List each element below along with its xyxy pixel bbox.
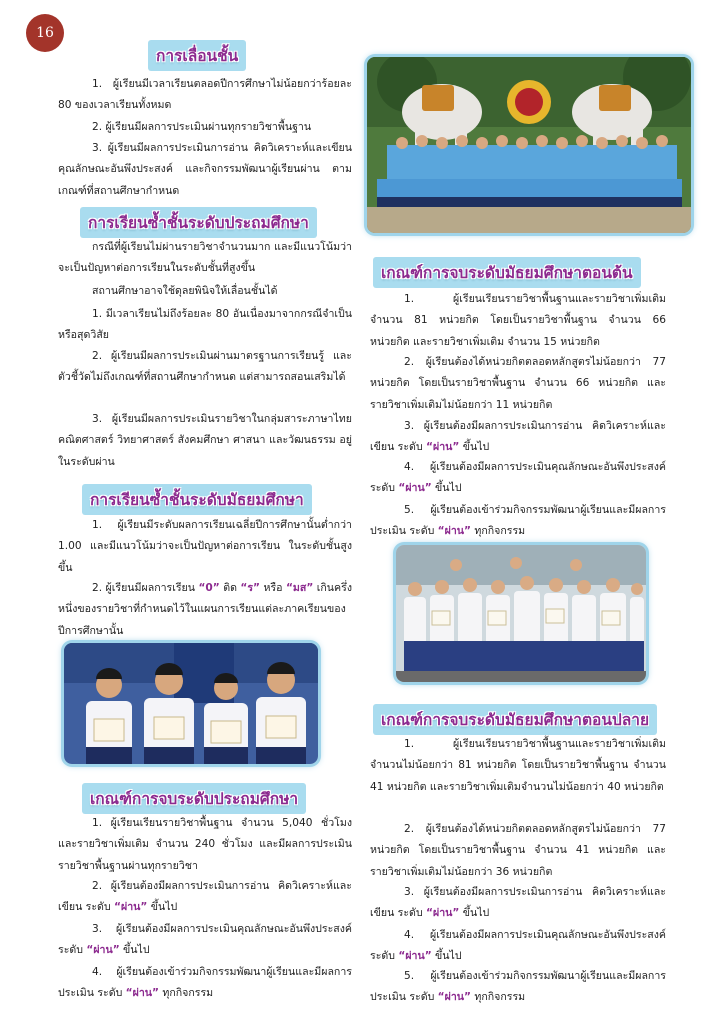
repeat-primary-intro: กรณีที่ผู้เรียนไม่ผ่านรายวิชาจำนวนมาก และมีแนวโน้มว่าจะเป็นปัญหาต่อการเรียนในระดับชั้นที่สูงขึ้น: [58, 241, 352, 275]
upper-sec-item-5: 5. ผู้เรียนต้องเข้าร่วมกิจกรรมพัฒนาผู้เรียนและมีผลการประเมิน ระดับ “ผ่าน” ทุกกิจกรรม: [370, 970, 666, 1004]
heading-repeat-primary: การเรียนซ้ำชั้นระดับประถมศึกษา: [80, 207, 317, 238]
lower-sec-item-4: 4. ผู้เรียนต้องมีผลการประเมินคุณลักษณะอันพึงประสงค์ ระดับ “ผ่าน” ขึ้นไป: [370, 461, 666, 495]
repeat-primary-item-2: 2. ผู้เรียนมีผลการประเมินผ่านมาตรฐานการเรียนรู้ และตัวชี้วัดไม่ถึงเกณฑ์ที่สถานศึกษากำหนด แต่สามารถสอนเสริมได้: [58, 350, 352, 384]
primary-grad-item-3: 3. ผู้เรียนต้องมีผลการประเมินคุณลักษณะอันพึงประสงค์ ระดับ “ผ่าน” ขึ้นไป: [58, 923, 352, 957]
repeat-primary-item-3: 3. ผู้เรียนมีผลการประเมินรายวิชาในกลุ่มสาระภาษาไทย คณิตศาสตร์ วิทยาศาสตร์ สังคมศึกษา ศาสนา และวัฒนธรรม อยู่ในระดับผ่าน: [58, 413, 352, 468]
upper-sec-item-4: 4. ผู้เรียนต้องมีผลการประเมินคุณลักษณะอันพึงประสงค์ ระดับ “ผ่าน” ขึ้นไป: [370, 929, 666, 963]
grade-zero: “0”: [198, 582, 220, 594]
primary-grad-item-2: 2. ผู้เรียนต้องมีผลการประเมินการอ่าน คิดวิเคราะห์และเขียน ระดับ “ผ่าน” ขึ้นไป: [58, 880, 352, 914]
promotion-item-2: 2. ผู้เรียนมีผลการประเมินผ่านทุกรายวิชาพื้นฐาน: [92, 121, 312, 133]
promotion-item-3: 3. ผู้เรียนมีผลการประเมินการอ่าน คิดวิเคราะห์และเขียน คุณลักษณะอันพึงประสงค์ และกิจกรรมพัฒนาผู้เรียนผ่าน ตามเกณฑ์ที่สถานศึกษากำหนด: [58, 142, 352, 197]
heading-promotion: การเลื่อนชั้น: [148, 40, 246, 71]
lower-sec-item-5: 5. ผู้เรียนต้องเข้าร่วมกิจกรรมพัฒนาผู้เรียนและมีผลการประเมิน ระดับ “ผ่าน” ทุกกิจกรรม: [370, 504, 666, 538]
promotion-item-1: 1. ผู้เรียนมีเวลาเรียนตลอดปีการศึกษาไม่น้อยกว่าร้อยละ 80 ของเวลาเรียนทั้งหมด: [58, 78, 352, 112]
upper-sec-item-3: 3. ผู้เรียนต้องมีผลการประเมินการอ่าน คิดวิเคราะห์และเขียน ระดับ “ผ่าน” ขึ้นไป: [370, 886, 666, 920]
grade-ms: “มส”: [285, 582, 314, 594]
repeat-primary-item-1: 1. มีเวลาเรียนไม่ถึงร้อยละ 80 อันเนื่องมาจากกรณีจำเป็นหรือสุดวิสัย: [58, 308, 352, 342]
lower-sec-item-2: 2. ผู้เรียนต้องได้หน่วยกิตตลอดหลักสูตรไม่น้อยกว่า 77 หน่วยกิต โดยเป็นรายวิชาพื้นฐาน จำนวน 66 หน่วยกิต และรายวิชาเพิ่มเติมไม่น้อยกว่า 11 หน่วยกิต: [370, 356, 666, 411]
secondary-students-certificates-photo: [396, 545, 646, 682]
lower-sec-item-3: 3. ผู้เรียนต้องมีผลการประเมินการอ่าน คิดวิเคราะห์และเขียน ระดับ “ผ่าน” ขึ้นไป: [370, 420, 666, 454]
repeat-primary-intro-2: สถานศึกษาอาจใช้ดุลยพินิจให้เลื่อนชั้นได้: [92, 285, 278, 297]
lower-sec-item-1: 1. ผู้เรียนเรียนรายวิชาพื้นฐานและรายวิชาเพิ่มเติม จำนวน 81 หน่วยกิต โดยเป็นรายวิชาพื้นฐาน จำนวน 66 หน่วยกิต และรายวิชาเพิ่มเติม จำนวน 15 หน่วยกิต: [370, 293, 666, 348]
primary-grad-item-4: 4. ผู้เรียนต้องเข้าร่วมกิจกรรมพัฒนาผู้เรียนและมีผลการประเมิน ระดับ “ผ่าน” ทุกกิจกรรม: [58, 966, 352, 1000]
heading-primary-graduation: เกณฑ์การจบระดับประถมศึกษา: [82, 783, 306, 814]
primary-grad-item-1: 1. ผู้เรียนเรียนรายวิชาพื้นฐาน จำนวน 5,040 ชั่วโมง และรายวิชาเพิ่มเติม จำนวน 240 ชั่วโมง และมีผลการประเมินรายวิชาพื้นฐานผ่านทุกรายวิชา: [58, 817, 352, 872]
upper-sec-item-1: 1. ผู้เรียนเรียนรายวิชาพื้นฐานและรายวิชาเพิ่มเติม จำนวนไม่น้อยกว่า 81 หน่วยกิต โดยเป็นรายวิชาพื้นฐาน จำนวน 41 หน่วยกิต และรายวิชาเพิ่มเติมจำนวนไม่น้อยกว่า 40 หน่วยกิต: [370, 738, 666, 793]
heading-repeat-secondary: การเรียนซ้ำชั้นระดับมัธยมศึกษา: [82, 484, 312, 515]
repeat-secondary-item-2: 2. ผู้เรียนมีผลการเรียน “0” ติด “ร” หรือ “มส” เกินครึ่งหนึ่งของรายวิชาที่กำหนดไว้ในแผนการเรียนแต่ละภาคเรียนของปีการศึกษานั้น: [58, 582, 352, 637]
students-certificates-photo: [64, 643, 318, 764]
repeat-secondary-item-1: 1. ผู้เรียนมีระดับผลการเรียนเฉลี่ยปีการศึกษานั้นต่ำกว่า 1.00 และมีแนวโน้มว่าจะเป็นปัญหาต่อการเรียน ในระดับชั้นสูงขึ้น: [58, 519, 352, 574]
page-number: 16: [26, 14, 64, 52]
upper-sec-item-2: 2. ผู้เรียนต้องได้หน่วยกิตตลอดหลักสูตรไม่น้อยกว่า 77 หน่วยกิต โดยเป็นรายวิชาพื้นฐาน จำนวน 41 หน่วยกิต และรายวิชาเพิ่มเติมไม่น้อยกว่า 36 หน่วยกิต: [370, 823, 666, 878]
heading-upper-secondary-graduation: เกณฑ์การจบระดับมัธยมศึกษาตอนปลาย: [373, 704, 657, 735]
school-group-elephants-photo: [367, 57, 691, 233]
grade-r: “ร”: [240, 582, 261, 594]
heading-lower-secondary-graduation: เกณฑ์การจบระดับมัธยมศึกษาตอนต้น: [373, 257, 641, 288]
